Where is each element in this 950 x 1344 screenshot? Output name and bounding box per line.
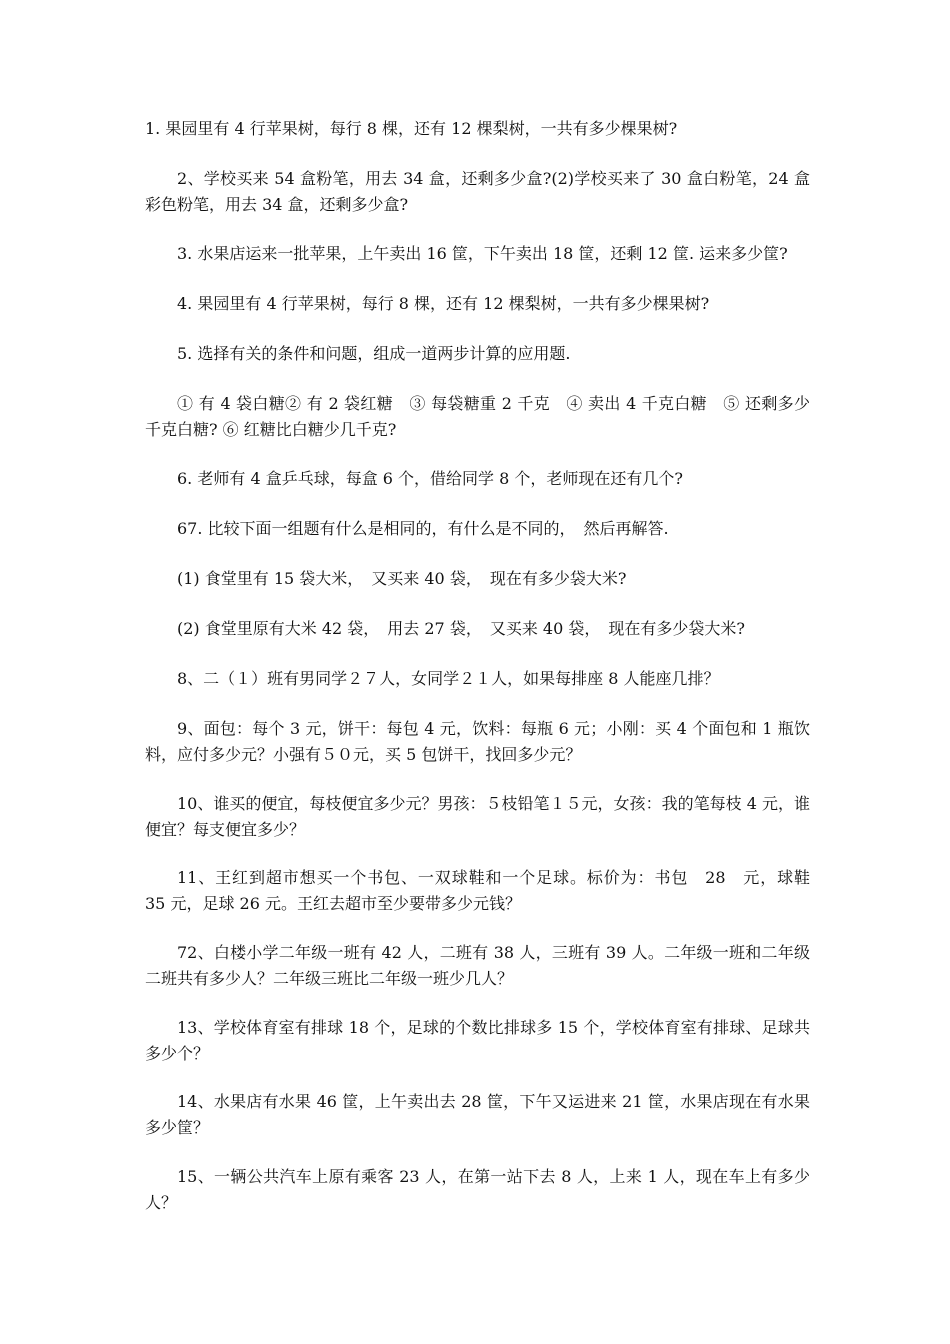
problem-11: 11、王红到超市想买一个书包、一双球鞋和一个足球。标价为：书包 28 元，球鞋 35 元，足球 26 元。王红去超市至少要带多少元钱？ [145,868,827,913]
problem-72: 72、白楼小学二年级一班有 42 人，二班有 38 人，三班有 39 人。二年级一班和二年级二班共有多少人？二年级三班比二年级一班少几人？ [145,943,810,988]
problem-5-options: ① 有 4 袋白糖② 有 2 袋红糖 ③ 每袋糖重 2 千克 ④ 卖出 4 千克白糖 ⑤ 还剩多少千克白糖? ⑥ 红糖比白糖少几千克? [145,394,810,439]
problem-9: 9、面包：每个 3 元，饼干：每包 4 元，饮料：每瓶 6 元；小刚：买 4 个面包和 1 瓶饮料，应付多少元？小强有５０元，买 5 包饼干，找回多少元？ [145,719,810,764]
problem-67-part-1: (1) 食堂里有 15 袋大米， 又买来 40 袋， 现在有多少袋大米? [177,569,627,588]
problem-13: 13、学校体育室有排球 18 个，足球的个数比排球多 15 个，学校体育室有排球、足球共多少个？ [145,1018,810,1063]
problem-14: 14、水果店有水果 46 筐，上午卖出去 28 筐，下午又运进来 21 筐，水果店现在有水果多少筐？ [145,1092,810,1137]
problem-6: 6. 老师有 4 盒乒乓球，每盒 6 个，借给同学 8 个，老师现在还有几个? [177,469,683,488]
problem-4: 4. 果园里有 4 行苹果树，每行 8 棵，还有 12 棵梨树，一共有多少棵果树? [177,294,710,313]
problem-67-part-2: (2) 食堂里原有大米 42 袋， 用去 27 袋， 又买来 40 袋， 现在有多少袋大米? [177,619,745,638]
problem-5: 5. 选择有关的条件和问题，组成一道两步计算的应用题. [177,344,571,363]
problem-8: 8、二（１）班有男同学２７人，女同学２１人，如果每排座 8 人能座几排？ [177,669,720,688]
problem-1: 1. 果园里有 4 行苹果树，每行 8 棵，还有 12 棵梨树，一共有多少棵果树? [145,119,678,138]
problem-2: 2、学校买来 54 盒粉笔，用去 34 盒，还剩多少盒?(2)学校买来了 30 盒白粉笔，24 盒彩色粉笔，用去 34 盒，还剩多少盒? [145,169,810,214]
problem-67: 67. 比较下面一组题有什么是相同的，有什么是不同的， 然后再解答. [177,519,669,538]
problem-15: 15、一辆公共汽车上原有乘客 23 人，在第一站下去 8 人，上来 1 人，现在车上有多少人？ [145,1167,810,1212]
problem-3: 3. 水果店运来一批苹果，上午卖出 16 筐，下午卖出 18 筐，还剩 12 筐. 运来多少筐? [177,244,788,263]
problem-10: 10、谁买的便宜，每枝便宜多少元？男孩：５枝铅笔１５元，女孩：我的笔每枝 4 元，谁便宜？每支便宜多少？ [145,794,810,839]
